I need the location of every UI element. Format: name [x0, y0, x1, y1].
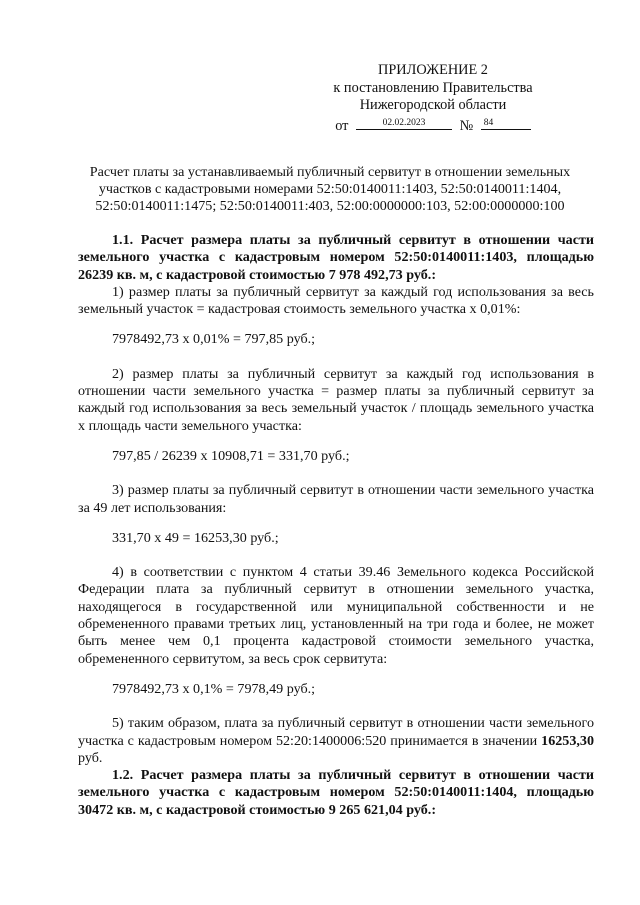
calculation-title-line-2: участков с кадастровыми номерами 52:50:0140011:1403, 52:50:0140011:1404,	[98, 181, 562, 198]
section-1-2-heading: 1.2. Расчет размера платы за публичный сервитут в отношении части земельного участка с кадастровым номером 52:50:0140011:1404, площадью 30472 кв. м, с кадастровой стоимостью 9 265 621,04 руб.:	[78, 767, 594, 818]
number-label: №	[459, 117, 474, 134]
appendix-header	[300, 62, 566, 135]
number-value: 84	[483, 117, 494, 128]
section-1-1-formula-1: 7978492,73 х 0,01% = 797,85 руб.;	[112, 331, 316, 348]
appendix-line-2: Нижегородской области	[359, 97, 507, 113]
calculation-title-line-3: 52:50:0140011:1475; 52:50:0140011:403, 52:00:0000000:103, 52:00:0000000:100	[95, 198, 565, 215]
section-1-1-item-5	[78, 715, 594, 767]
appendix-line-1: к постановлению Правительства	[333, 79, 533, 96]
appendix-date-row	[300, 115, 566, 136]
date-field	[356, 115, 452, 130]
from-label: от	[335, 117, 349, 134]
date-value: 02.02.2023	[382, 117, 426, 128]
section-1-1-heading: 1.1. Расчет размера платы за публичный сервитут в отношении части земельного участка с кадастровым номером 52:50:0140011:1403, площадью 26239 кв. м, с кадастровой стоимостью 7 978 492,73 руб.:	[78, 232, 594, 283]
item-5-value: 16253,30	[541, 732, 594, 749]
section-1-1-formula-2: 797,85 / 26239 х 10908,71 = 331,70 руб.;	[112, 447, 350, 464]
section-1-1-item-4: 4) в соответствии с пунктом 4 статьи 39.46 Земельного кодекса Российской Федерации плата за публичный сервитут в отношении земельного участка, находящегося в государственной или муниципальной собственности и не обремененного правами третьих лиц, установленный на три года и более, не может быть менее чем 0,1 процента кадастровой стоимости земельного участка, обремененного сервитутом, за весь срок сервитута:	[78, 564, 594, 667]
calculation-title	[72, 164, 588, 216]
section-1-1-item-2: 2) размер платы за публичный сервитут за каждый год использования в отношении части земельного участка = размер платы за публичный сервитут за каждый год использования за весь земельный участок / площадь земельного участка х площадь части земельного участка:	[78, 365, 594, 434]
appendix-title: ПРИЛОЖЕНИЕ 2	[378, 62, 488, 78]
section-1-1-formula-3: 331,70 х 49 = 16253,30 руб.;	[112, 529, 279, 546]
section-1-1-item-3: 3) размер платы за публичный сервитут в отношении части земельного участка за 49 лет использования:	[78, 482, 594, 516]
section-1-1-formula-4: 7978492,73 х 0,1% = 7978,49 руб.;	[112, 680, 316, 697]
section-1-1-item-1: 1) размер платы за публичный сервитут за каждый год использования за весь земельный участок = кадастровая стоимость земельного участка х 0,01%:	[78, 283, 594, 318]
item-5-text: 5) таким образом, плата за публичный сервитут в отношении части земельного участка с кадастровым номером 52:20:1400006:520 принимается в значении	[78, 715, 594, 749]
number-field	[481, 115, 531, 130]
document-body	[78, 232, 594, 819]
calculation-title-line-1: Расчет платы за устанавливаемый публичный сервитут в отношении земельных	[89, 164, 571, 180]
item-5-unit: руб.	[78, 749, 103, 766]
